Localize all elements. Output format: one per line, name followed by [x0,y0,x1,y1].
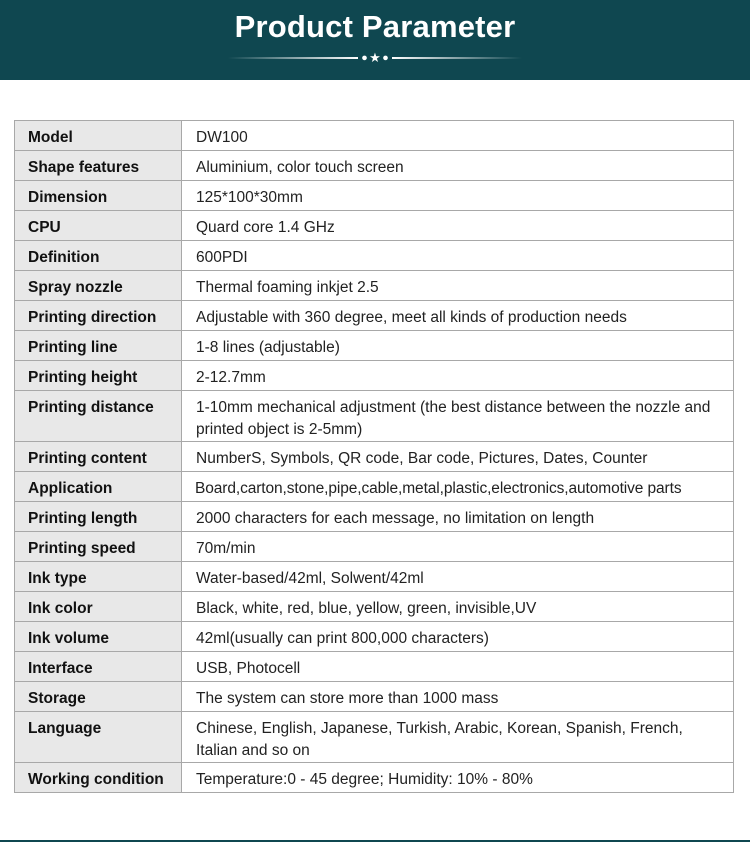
table-row [15,271,734,301]
parameter-value: 42ml(usually can print 800,000 characters) [182,622,734,652]
parameter-value: Thermal foaming inkjet 2.5 [182,271,734,301]
parameter-label: CPU [15,211,182,241]
table-row [15,331,734,361]
table-row [15,763,734,793]
parameter-label: Application [15,472,182,502]
parameter-value: DW100 [182,121,734,151]
parameter-label: Printing direction [15,301,182,331]
table-row [15,652,734,682]
table-row [15,391,734,442]
table-row [15,682,734,712]
title-divider-left [228,57,358,59]
parameter-label: Shape features [15,151,182,181]
parameter-label: Interface [15,652,182,682]
parameter-label: Ink color [15,592,182,622]
parameter-value: Chinese, English, Japanese, Turkish, Arabic, Korean, Spanish, French, Italian and so on [182,712,734,763]
table-row [15,301,734,331]
parameter-label: Spray nozzle [15,271,182,301]
table-row [15,211,734,241]
table-row [15,361,734,391]
title-divider-right [392,57,522,59]
parameter-label: Printing length [15,502,182,532]
parameter-label: Printing line [15,331,182,361]
table-row [15,532,734,562]
table-row [15,181,734,211]
parameter-value: Aluminium, color touch screen [182,151,734,181]
parameter-label: Printing speed [15,532,182,562]
dot-icon: ● [382,54,389,62]
table-row [15,622,734,652]
parameter-label: Ink type [15,562,182,592]
parameter-label: Dimension [15,181,182,211]
table-row [15,562,734,592]
parameter-value: Temperature:0 - 45 degree; Humidity: 10% - 80% [182,763,734,793]
star-icon: ★ [369,50,381,66]
parameter-value: 600PDI [182,241,734,271]
parameter-value: Quard core 1.4 GHz [182,211,734,241]
parameter-value: The system can store more than 1000 mass [182,682,734,712]
parameter-value: Adjustable with 360 degree, meet all kinds of production needs [182,301,734,331]
parameter-label: Printing content [15,442,182,472]
parameter-label: Storage [15,682,182,712]
parameter-value: USB, Photocell [182,652,734,682]
parameter-label: Language [15,712,182,763]
parameter-value: NumberS, Symbols, QR code, Bar code, Pictures, Dates, Counter [182,442,734,472]
parameter-value: 2-12.7mm [182,361,734,391]
dot-icon: ● [361,54,368,62]
page-title: Product Parameter [234,9,516,44]
header-banner [0,0,750,80]
table-row [15,121,734,151]
parameter-label: Printing distance [15,391,182,442]
parameter-value: Water-based/42ml, Solwent/42ml [182,562,734,592]
parameter-label: Working condition [15,763,182,793]
parameter-value: 70m/min [182,532,734,562]
parameter-label: Definition [15,241,182,271]
parameter-value: 1-10mm mechanical adjustment (the best distance between the nozzle and printed object is 2-5mm) [182,391,734,442]
table-row [15,592,734,622]
table-row [15,712,734,763]
table-row [15,442,734,472]
table-row [15,151,734,181]
table-row [15,472,734,502]
parameter-value: 125*100*30mm [182,181,734,211]
parameter-label: Printing height [15,361,182,391]
table-row [15,241,734,271]
parameter-value: 1-8 lines (adjustable) [182,331,734,361]
table-row [15,502,734,532]
parameter-value: Black, white, red, blue, yellow, green, invisible,UV [182,592,734,622]
parameter-value: Board,carton,stone,pipe,cable,metal,plastic,electronics,automotive parts [182,472,734,502]
parameter-label: Ink volume [15,622,182,652]
parameter-value: 2000 characters for each message, no limitation on length [182,502,734,532]
parameter-table [14,120,734,793]
parameter-label: Model [15,121,182,151]
